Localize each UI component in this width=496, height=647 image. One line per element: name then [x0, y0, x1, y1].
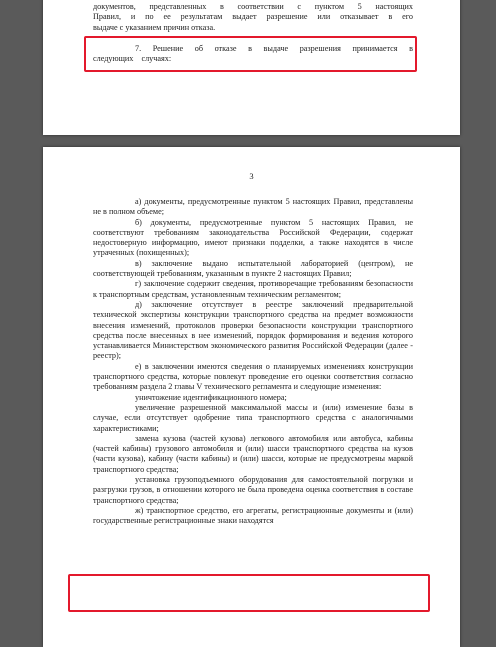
paragraph-b: б) документы, предусмотренные пунктом 5 настоящих Правил, не соответствуют требованиям законодательства Российской Федерации, содержат недостоверную информацию, имеют признаки подделки, а также находятся в числе утраченных (похищенных); — [93, 217, 413, 258]
text-line: документов, представленных в соответствии с пунктом 5 настоящих — [93, 2, 413, 11]
paragraph-d: д) заключение отсутствует в реестре заключений предварительной технической экспертизы конструкции транспортного средства на предмет возможности внесения изменений, протоколов проверки безопасности конструкции транспортного средства после внесенных в нее изменений, порядок формирования и ведения которого устанавливается Министерством экономического развития Российской Федерации (далее - реестр); — [93, 299, 413, 361]
item-7-paragraph: 7. Решение об отказе в выдаче разрешения принимается в следующих случаях: — [93, 43, 413, 64]
paragraph-g: г) заключение содержит сведения, противоречащие требованиям безопасности к транспортным средствам, установленным техническим регламентом; — [93, 279, 413, 299]
list-item: уничтожение идентификационного номера; — [135, 392, 287, 402]
page-number: 3 — [249, 171, 254, 181]
list-item-lifting-equipment: установка грузоподъемного оборудования для самостоятельной погрузки и разгрузки грузов, в отношении которого не была проведена оценка соответствия в составе транспортного средства; — [93, 475, 413, 505]
paragraph-e: е) в заключении имеются сведения о планируемых изменениях конструкции транспортного средства, которые повлекут проведение его оценки соответствия согласно требованиям раздела 2 главы V технического регламента и следующие изменения: — [93, 361, 413, 392]
highlight-box-lifting-equipment — [68, 574, 430, 612]
document-page-2 — [43, 147, 460, 647]
paragraph-zh: ж) транспортное средство, его агрегаты, регистрационные документы и (или) государственные регистрационные знаки находятся — [93, 505, 413, 526]
paragraph-v: в) заключение выдано испытательной лабораторией (центром), не соответствующей требованиям, указанным в пункте 2 настоящих Правил; — [93, 258, 413, 279]
text-line: выдаче с указанием причин отказа. — [93, 22, 216, 32]
text-line: Правил, и по ее результатам выдает разрешение или отказывает в его — [93, 12, 413, 22]
page-2-text — [93, 197, 413, 527]
highlight-box-item-7 — [84, 36, 417, 72]
list-item: замена кузова (частей кузова) легкового автомобиля или автобуса, кабины (частей кабины) грузового автомобиля и (или) шасси транспортного средства на кузов (части кузова), кабину (части кабины) и (или) шасси, которые не предусмотрены маркой транспортного средства; — [93, 433, 413, 474]
paragraph-a: а) документы, предусмотренные пунктом 5 настоящих Правил, представлены не в полном объеме; — [93, 197, 413, 217]
list-item: увеличение разрешенной максимальной массы и (или) изменение базы в случае, если отсутствует одобрение типа транспортного средства с аналогичными характеристиками; — [93, 402, 413, 433]
